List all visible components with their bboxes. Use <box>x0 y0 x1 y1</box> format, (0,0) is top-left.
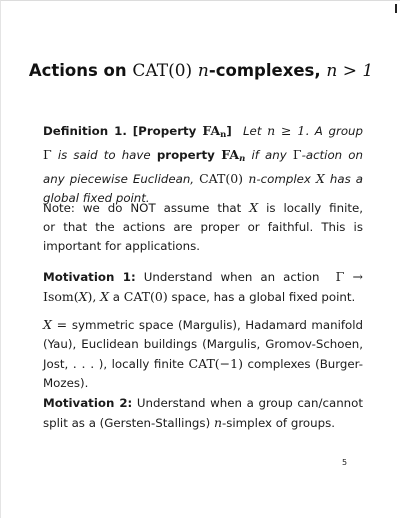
motivation-1-label: Motivation 1: <box>43 270 136 284</box>
note-block <box>43 198 363 256</box>
definition-line-3 <box>43 169 363 189</box>
definition-l2-fa-sub: n <box>239 154 246 164</box>
examples-l2: (Yau), Euclidean buildings (Margulis, Gromov-Schoen, <box>43 337 363 351</box>
definition-l2-text: is said to have <box>51 148 157 162</box>
motivation-1-x2: X <box>100 289 110 304</box>
motivation-2-line-2 <box>43 413 363 433</box>
definition-label: Definition 1. [Property <box>43 124 203 138</box>
definition-l3-tail2: has a <box>324 172 363 186</box>
note-l3: important for applications. <box>43 239 200 253</box>
slide-title <box>1 61 400 81</box>
examples-line-1 <box>43 315 363 335</box>
note-l1-a: Note: we do NOT assume that <box>43 201 250 215</box>
motivation-2-block <box>43 394 363 433</box>
motivation-1-l1-text: Understand when an action <box>135 270 328 284</box>
motivation-1-cat: CAT(0) <box>123 289 168 304</box>
title-n: n <box>197 61 209 81</box>
examples-line-3 <box>43 354 363 374</box>
motivation-1-close: ), <box>87 289 97 304</box>
title-cat: CAT(0) <box>132 61 193 81</box>
motivation-2-l2-b: -simplex of groups. <box>222 416 335 430</box>
motivation-2-n: n <box>213 415 222 430</box>
definition-gamma-2: Γ <box>292 147 302 162</box>
definition-fa: FA <box>202 123 221 138</box>
examples-dots: . . . <box>72 356 95 371</box>
definition-l2-fa: FA <box>221 147 240 162</box>
motivation-2-line-1 <box>43 394 363 413</box>
note-l2: or that the actions are proper or faithful. This is <box>43 220 363 234</box>
definition-l1-tail: A group <box>309 124 364 138</box>
examples-l3-a: Jost, <box>43 357 73 371</box>
edge-mark <box>395 4 397 13</box>
motivation-1-line-2 <box>43 287 363 307</box>
motivation-1-line-1 <box>43 267 363 287</box>
definition-gamma: Γ <box>43 147 52 162</box>
note-line-2 <box>43 218 363 237</box>
definition-l1-text: Let <box>242 124 268 138</box>
examples-block <box>43 315 363 393</box>
examples-line-4 <box>43 374 363 393</box>
title-mid: -complexes, <box>208 61 327 80</box>
definition-l2-tail1: if any <box>245 148 293 162</box>
motivation-2-l1-text: Understand when a group can/cannot <box>132 396 363 410</box>
definition-label-close: ] <box>226 124 232 138</box>
motivation-1-l2-text2: space, has a global fixed point. <box>167 290 356 304</box>
motivation-1-l2-text1: a <box>109 290 124 304</box>
page-number: 5 <box>342 458 348 467</box>
note-line-1 <box>43 198 363 218</box>
title-prefix: Actions on <box>28 61 133 80</box>
examples-l3-b: ), locally finite <box>94 357 189 371</box>
examples-x: X <box>43 317 52 332</box>
examples-l4: Mozes). <box>43 376 89 390</box>
title-condition: n > 1 <box>326 61 374 81</box>
examples-eq: = <box>51 317 72 332</box>
definition-l3-cat: CAT(0) <box>199 171 244 186</box>
examples-l1-text: symmetric space (Margulis), Hadamard manifold <box>71 318 363 332</box>
definition-block <box>43 121 363 208</box>
definition-l3-text: any piecewise Euclidean, <box>43 172 200 186</box>
motivation-1-block <box>43 267 363 307</box>
examples-line-2 <box>43 335 363 354</box>
note-line-3 <box>43 237 363 256</box>
note-l1-x: X <box>249 200 259 215</box>
definition-l3-tail1: -complex <box>256 172 316 186</box>
examples-l3-c: complexes (Burger- <box>242 357 364 371</box>
definition-l3-x: X <box>315 171 325 186</box>
definition-line-2 <box>43 145 363 169</box>
motivation-2-label: Motivation 2: <box>43 396 133 410</box>
definition-fa-sub: n <box>220 130 227 140</box>
definition-l4-text: global fixed point. <box>43 191 150 205</box>
motivation-1-gamma: Γ → <box>335 269 363 284</box>
motivation-1-isom: Isom( <box>43 289 79 304</box>
definition-l3-n: n <box>243 171 257 186</box>
definition-l1-math: n ≥ 1. <box>267 123 310 138</box>
motivation-1-x: X <box>78 289 88 304</box>
definition-line-1 <box>43 121 363 145</box>
definition-property: property <box>156 148 222 162</box>
examples-cat: CAT(−1) <box>188 356 243 371</box>
note-l1-b: is locally finite, <box>258 201 363 215</box>
definition-l2-tail2: -action on <box>301 148 363 162</box>
motivation-2-l2-a: split as a (Gersten-Stallings) <box>43 416 214 430</box>
